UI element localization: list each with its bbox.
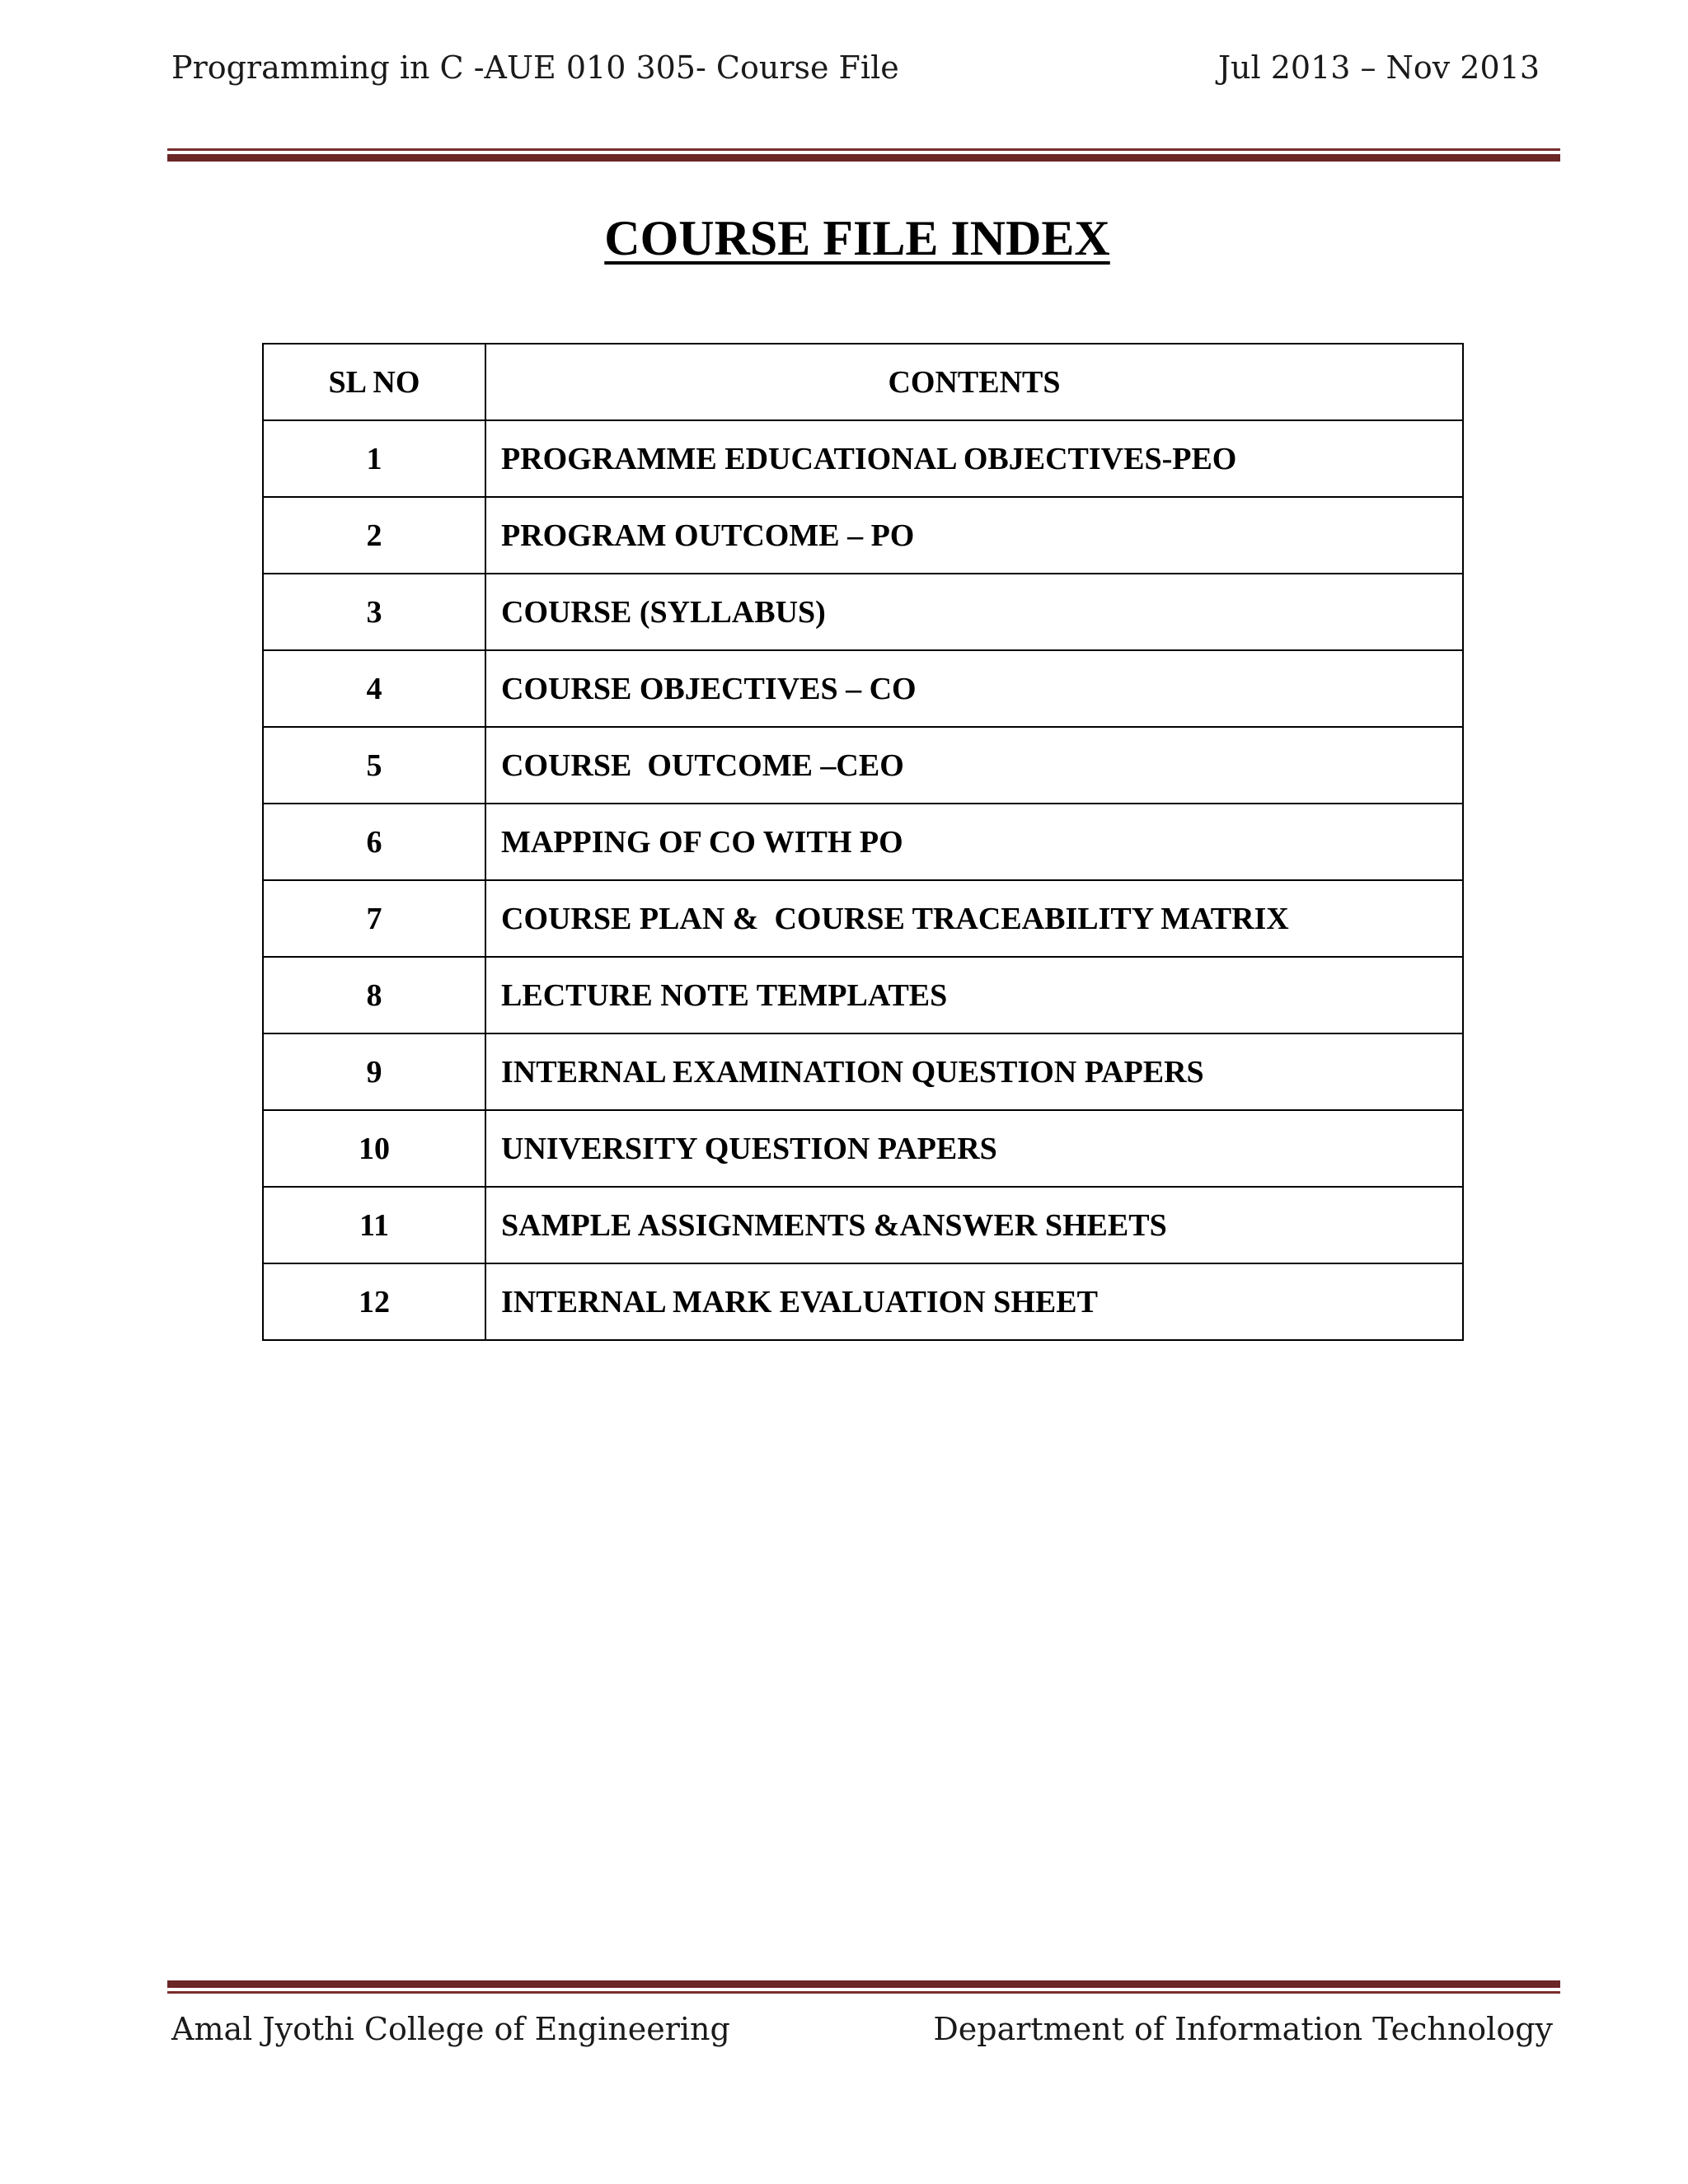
column-header-sl-no: SL NO: [263, 344, 485, 420]
row-content: UNIVERSITY QUESTION PAPERS: [485, 1110, 1463, 1187]
table-row: [263, 880, 1463, 957]
row-content: SAMPLE ASSIGNMENTS &ANSWER SHEETS: [485, 1187, 1463, 1263]
column-header-contents: CONTENTS: [485, 344, 1463, 420]
row-sl-no: 10: [263, 1110, 485, 1187]
footer-college-name: Amal Jyothi College of Engineering: [171, 2011, 730, 2047]
row-sl-no: 12: [263, 1263, 485, 1340]
row-sl-no: 3: [263, 574, 485, 650]
table-row: [263, 420, 1463, 497]
row-content: INTERNAL EXAMINATION QUESTION PAPERS: [485, 1033, 1463, 1110]
page-title: COURSE FILE INDEX: [604, 211, 1110, 265]
table-row: [263, 574, 1463, 650]
row-sl-no: 4: [263, 650, 485, 727]
row-sl-no: 6: [263, 804, 485, 880]
row-sl-no: 2: [263, 497, 485, 574]
table-row: [263, 1263, 1463, 1340]
row-content: INTERNAL MARK EVALUATION SHEET: [485, 1263, 1463, 1340]
row-content: PROGRAMME EDUCATIONAL OBJECTIVES-PEO: [485, 420, 1463, 497]
table-row: [263, 804, 1463, 880]
header-date-range: Jul 2013 – Nov 2013: [1217, 49, 1540, 86]
row-sl-no: 11: [263, 1187, 485, 1263]
table-row: [263, 1033, 1463, 1110]
table-row: [263, 1110, 1463, 1187]
header-course-title: Programming in C -AUE 010 305- Course File: [171, 49, 899, 86]
row-sl-no: 8: [263, 957, 485, 1033]
footer-divider: [167, 1980, 1560, 1994]
table-row: [263, 957, 1463, 1033]
course-index-table: [262, 343, 1464, 1341]
row-sl-no: 9: [263, 1033, 485, 1110]
table-body: [263, 420, 1463, 1340]
row-content: COURSE OUTCOME –CEO: [485, 727, 1463, 804]
table-row: [263, 1187, 1463, 1263]
table-row: [263, 650, 1463, 727]
table-row: [263, 727, 1463, 804]
row-content: MAPPING OF CO WITH PO: [485, 804, 1463, 880]
row-sl-no: 5: [263, 727, 485, 804]
row-content: COURSE PLAN & COURSE TRACEABILITY MATRIX: [485, 880, 1463, 957]
row-content: COURSE OBJECTIVES – CO: [485, 650, 1463, 727]
row-content: PROGRAM OUTCOME – PO: [485, 497, 1463, 574]
table-row: [263, 497, 1463, 574]
header-divider: [167, 148, 1560, 162]
row-sl-no: 1: [263, 420, 485, 497]
footer-department-name: Department of Information Technology: [933, 2011, 1553, 2047]
row-content: COURSE (SYLLABUS): [485, 574, 1463, 650]
row-content: LECTURE NOTE TEMPLATES: [485, 957, 1463, 1033]
row-sl-no: 7: [263, 880, 485, 957]
table-header-row: [263, 344, 1463, 420]
